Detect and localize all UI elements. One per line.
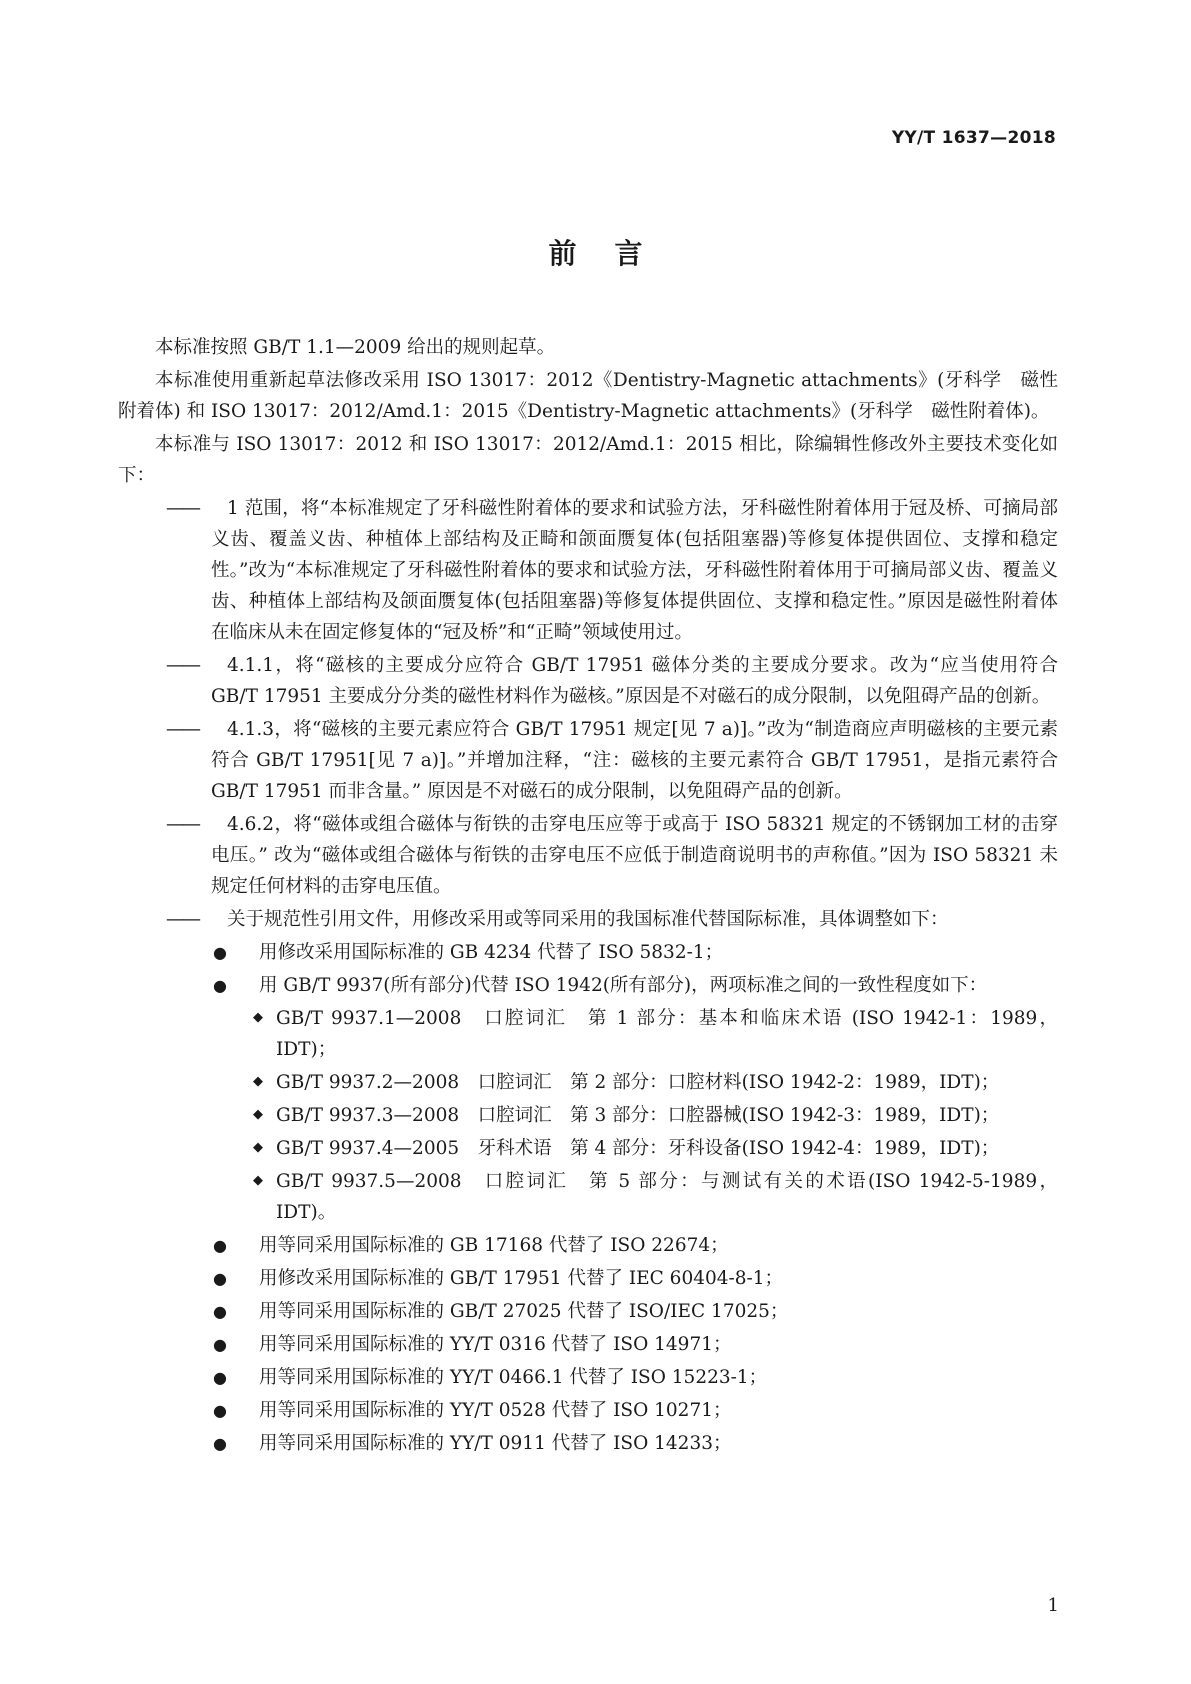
bullet-icon: ● (213, 943, 227, 962)
reference-item (166, 1362, 1058, 1393)
dash-mark: —— (166, 655, 199, 676)
reference-item (166, 1329, 1058, 1360)
sub-reference-item (118, 1166, 1058, 1228)
paragraph: 本标准与 ISO 13017：2012 和 ISO 13017：2012/Amd.1：2015 相比，除编辑性修改外主要技术变化如下： (118, 434, 1058, 486)
sub-reference-item (118, 1100, 1058, 1131)
reference-text: 用修改采用国际标准的 GB 4234 代替了 ISO 5832-1； (259, 942, 724, 963)
sub-reference-text: GB/T 9937.3—2008 口腔词汇 第 3 部分：口腔器械(ISO 1942-3：1989，IDT)； (276, 1105, 1000, 1126)
reference-item (166, 1263, 1058, 1294)
bullet-icon: ● (213, 976, 227, 995)
reference-text: 用等同采用国际标准的 YY/T 0911 代替了 ISO 14233； (259, 1433, 732, 1454)
change-item (118, 493, 1058, 648)
reference-text: 用等同采用国际标准的 YY/T 0528 代替了 ISO 10271； (259, 1400, 732, 1421)
diamond-bullet-icon: ◆ (253, 1010, 263, 1025)
reference-text: 用修改采用国际标准的 GB/T 17951 代替了 IEC 60404-8-1； (259, 1268, 784, 1289)
sub-reference-item (118, 1067, 1058, 1098)
change-text: 关于规范性引用文件，用修改采用或等同采用的我国标准代替国际标准，具体调整如下： (227, 909, 949, 930)
sub-reference-text: GB/T 9937.2—2008 口腔词汇 第 2 部分：口腔材料(ISO 1942-2：1989，IDT)； (276, 1072, 1000, 1093)
sub-reference-text: GB/T 9937.4—2005 牙科术语 第 4 部分：牙科设备(ISO 1942-4：1989，IDT)； (276, 1138, 1000, 1159)
diamond-bullet-icon: ◆ (253, 1107, 263, 1122)
paragraph: 本标准按照 GB/T 1.1—2009 给出的规则起草。 (155, 337, 556, 358)
change-item (118, 714, 1058, 807)
diamond-bullet-icon: ◆ (253, 1074, 263, 1089)
dash-mark: —— (166, 719, 199, 740)
bullet-icon: ● (213, 1368, 227, 1387)
paragraph: 本标准使用重新起草法修改采用 ISO 13017：2012《Dentistry-Magnetic attachments》(牙科学 磁性附着体) 和 ISO 13017：2012/Amd.1：2015《Dentistry-Magnetic attachments》(牙科学 磁性附着体)。 (118, 370, 1058, 422)
page-number: 1 (1047, 1595, 1059, 1616)
reference-item (166, 970, 1058, 1001)
bullet-icon: ● (213, 1236, 227, 1255)
bullet-icon: ● (213, 1401, 227, 1420)
change-text: 4.1.3，将“磁核的主要元素应符合 GB/T 17951 规定[见 7 a)]。”改为“制造商应声明磁核的主要元素符合 GB/T 17951[见 7 a)]。”并增加注释，“注：磁核的主要元素符合 GB/T 17951，是指元素符合 GB/T 17951 而非含量。” 原因是不对磁石的成分限制，以免阻碍产品的创新。 (211, 719, 1058, 802)
change-item (118, 809, 1058, 902)
standard-number: YY/T 1637—2018 (891, 128, 1056, 148)
reference-item (166, 1296, 1058, 1327)
change-text: 4.6.2，将“磁体或组合磁体与衔铁的击穿电压应等于或高于 ISO 58321 规定的不锈钢加工材的击穿电压。” 改为“磁体或组合磁体与衔铁的击穿电压不应低于制造商说明书的声称值。”因为 ISO 58321 未规定任何材料的击穿电压值。 (211, 814, 1058, 897)
sub-reference-item (118, 1133, 1058, 1164)
dash-mark: —— (166, 498, 199, 519)
document-body (118, 332, 1058, 1461)
reference-item (166, 937, 1058, 968)
page-title: 前言 (548, 237, 681, 270)
reference-text: 用等同采用国际标准的 GB 17168 代替了 ISO 22674； (259, 1235, 729, 1256)
diamond-bullet-icon: ◆ (253, 1173, 263, 1188)
sub-reference-item (118, 1003, 1058, 1065)
dash-mark: —— (166, 909, 199, 930)
bullet-icon: ● (213, 1434, 227, 1453)
reference-item (166, 1428, 1058, 1459)
reference-text: 用等同采用国际标准的 GB/T 27025 代替了 ISO/IEC 17025； (259, 1301, 789, 1322)
change-item (118, 650, 1058, 712)
reference-text: 用 GB/T 9937(所有部分)代替 ISO 1942(所有部分)，两项标准之间的一致性程度如下： (259, 975, 988, 996)
reference-item (166, 1230, 1058, 1261)
reference-text: 用等同采用国际标准的 YY/T 0466.1 代替了 ISO 15223-1； (259, 1367, 768, 1388)
bullet-icon: ● (213, 1335, 227, 1354)
sub-reference-text: GB/T 9937.1—2008 口腔词汇 第 1 部分：基本和临床术语 (ISO 1942-1：1989，IDT)； (276, 1008, 1058, 1060)
reference-item (166, 1395, 1058, 1426)
sub-reference-text: GB/T 9937.5—2008 口腔词汇 第 5 部分：与测试有关的术语(ISO 1942-5-1989，IDT)。 (276, 1171, 1058, 1223)
diamond-bullet-icon: ◆ (253, 1140, 263, 1155)
change-text: 4.1.1，将“磁核的主要成分应符合 GB/T 17951 磁体分类的主要成分要求。改为“应当使用符合 GB/T 17951 主要成分分类的磁性材料作为磁核。”原因是不对磁石的成分限制，以免阻碍产品的创新。 (211, 655, 1058, 707)
change-text: 1 范围，将“本标准规定了牙科磁性附着体的要求和试验方法，牙科磁性附着体用于冠及桥、可摘局部义齿、覆盖义齿、种植体上部结构及正畸和颌面赝复体(包括阻塞器)等修复体提供固位、支撑和稳定性。”改为“本标准规定了牙科磁性附着体的要求和试验方法，牙科磁性附着体用于可摘局部义齿、覆盖义齿、种植体上部结构及颌面赝复体(包括阻塞器)等修复体提供固位、支撑和稳定性。”原因是磁性附着体在临床从未在固定修复体的“冠及桥”和“正畸”领域使用过。 (211, 498, 1058, 643)
dash-mark: —— (166, 814, 199, 835)
reference-text: 用等同采用国际标准的 YY/T 0316 代替了 ISO 14971； (259, 1334, 732, 1355)
change-item (118, 904, 1058, 935)
bullet-icon: ● (213, 1302, 227, 1321)
bullet-icon: ● (213, 1269, 227, 1288)
